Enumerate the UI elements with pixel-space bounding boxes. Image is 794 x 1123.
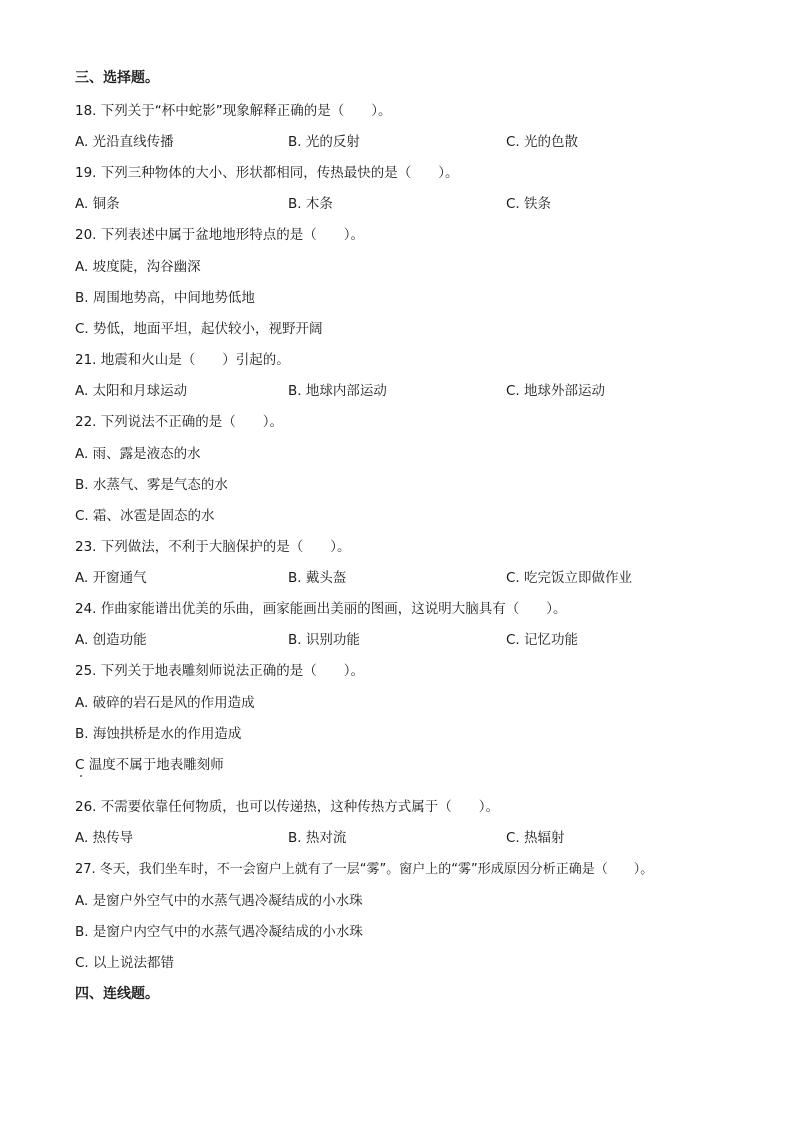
question-25-option-b: B. 海蚀拱桥是水的作用造成 <box>75 726 242 742</box>
question-19-option-b: B. 木条 <box>288 196 333 212</box>
question-19-stem: 19. 下列三种物体的大小、形状都相同，传热最快的是（ ）。 <box>75 165 459 181</box>
question-20-option-c: C. 势低，地面平坦，起伏较小，视野开阔 <box>75 321 323 337</box>
question-27-option-a: A. 是窗户外空气中的水蒸气遇冷凝结成的小水珠 <box>75 893 363 909</box>
question-25-option-c: C 温度不属于地表雕刻师 <box>75 757 224 773</box>
section-title-matching: 四、连线题。 <box>75 986 159 1002</box>
question-20-stem: 20. 下列表述中属于盆地地形特点的是（ ）。 <box>75 227 365 243</box>
question-26-option-c: C. 热辐射 <box>506 830 565 846</box>
question-27-option-b: B. 是窗户内空气中的水蒸气遇冷凝结成的小水珠 <box>75 924 363 940</box>
question-20-option-b: B. 周围地势高，中间地势低地 <box>75 290 255 306</box>
question-19-option-a: A. 铜条 <box>75 196 120 212</box>
question-25-option-a: A. 破碎的岩石是风的作用造成 <box>75 695 255 711</box>
question-18-stem: 18. 下列关于“杯中蛇影”现象解释正确的是（ ）。 <box>75 103 392 119</box>
question-23-option-b: B. 戴头盔 <box>288 570 347 586</box>
question-23-stem: 23. 下列做法，不利于大脑保护的是（ ）。 <box>75 539 351 555</box>
question-22-option-b: B. 水蒸气、雾是气态的水 <box>75 477 228 493</box>
question-27-stem: 27. 冬天，我们坐车时，不一会窗户上就有了一层“雾”。窗户上的“雾”形成原因分析正确是（ ）。 <box>75 862 654 877</box>
question-20-option-a: A. 坡度陡，沟谷幽深 <box>75 259 201 275</box>
question-26-option-a: A. 热传导 <box>75 830 134 846</box>
question-23-option-a: A. 开窗通气 <box>75 570 147 586</box>
question-21-option-b: B. 地球内部运动 <box>288 383 387 399</box>
question-24-stem: 24. 作曲家能谱出优美的乐曲，画家能画出美丽的图画，这说明大脑具有（ ）。 <box>75 601 567 617</box>
question-18-option-a: A. 光沿直线传播 <box>75 134 174 150</box>
question-21-option-a: A. 太阳和月球运动 <box>75 383 188 399</box>
question-24-option-b: B. 识别功能 <box>288 632 360 648</box>
question-26-option-b: B. 热对流 <box>288 830 347 846</box>
question-26-stem: 26. 不需要依靠任何物质，也可以传递热，这种传热方式属于（ ）。 <box>75 799 500 815</box>
question-22-stem: 22. 下列说法不正确的是（ ）。 <box>75 414 284 430</box>
question-24-option-c: C. 记忆功能 <box>506 632 579 648</box>
question-23-option-c: C. 吃完饭立即做作业 <box>506 570 633 586</box>
question-22-option-c: C. 霜、冰雹是固态的水 <box>75 508 215 524</box>
question-18-option-b: B. 光的反射 <box>288 134 360 150</box>
stray-dot-mark <box>80 775 82 777</box>
question-21-option-c: C. 地球外部运动 <box>506 383 606 399</box>
question-22-option-a: A. 雨、露是液态的水 <box>75 446 201 462</box>
question-27-option-c: C. 以上说法都错 <box>75 955 175 971</box>
question-19-option-c: C. 铁条 <box>506 196 552 212</box>
section-title-choice: 三、选择题。 <box>75 70 159 86</box>
question-18-option-c: C. 光的色散 <box>506 134 579 150</box>
question-25-stem: 25. 下列关于地表雕刻师说法正确的是（ ）。 <box>75 663 365 679</box>
question-24-option-a: A. 创造功能 <box>75 632 147 648</box>
question-21-stem: 21. 地震和火山是（ ）引起的。 <box>75 352 290 368</box>
